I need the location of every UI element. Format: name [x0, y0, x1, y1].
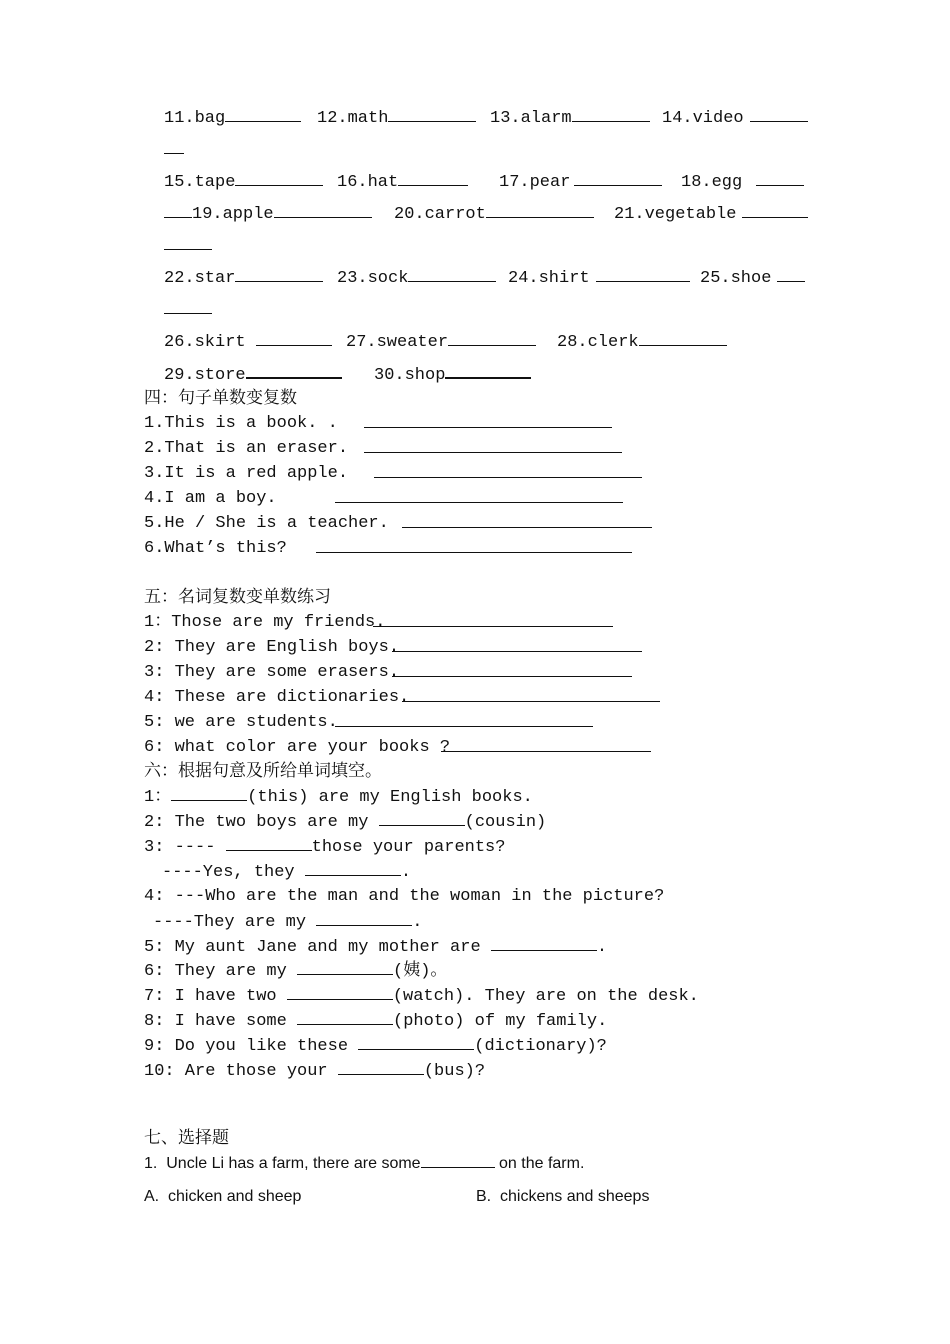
s6-item-1: 1： (this) are my English books.: [144, 788, 533, 807]
s6-item-9: 9: Do you like these (dictionary)?: [144, 1037, 607, 1056]
blank[interactable]: [164, 235, 212, 250]
blank-cont: [164, 235, 212, 258]
blank[interactable]: [235, 267, 323, 282]
s5-blank-4: [402, 687, 660, 710]
s4-item-6: 6.What’s this?: [144, 539, 287, 558]
vocab-item-pear: 17.pear: [499, 171, 662, 194]
blank[interactable]: [392, 662, 632, 677]
blank[interactable]: [379, 811, 465, 826]
blank[interactable]: [316, 538, 632, 553]
blank[interactable]: [338, 1060, 424, 1075]
blank[interactable]: [392, 637, 642, 652]
vocab-item-sweater: 27.sweater: [346, 331, 536, 354]
vocab-item-carrot: 20.carrot: [394, 203, 594, 226]
s6-item-8: 8: I have some (photo) of my family.: [144, 1012, 608, 1031]
blank[interactable]: [297, 960, 393, 975]
blank[interactable]: [235, 171, 323, 186]
vocab-item-video: 14.video: [662, 107, 808, 130]
blank[interactable]: [164, 203, 192, 218]
s4-item-3: 3.It is a red apple.: [144, 464, 349, 483]
vocab-item-alarm: 13.alarm: [490, 107, 650, 130]
blank[interactable]: [164, 139, 184, 154]
blank[interactable]: [402, 513, 652, 528]
blank[interactable]: [225, 107, 301, 122]
s4-blank-2: [364, 438, 622, 461]
s6-item-6: 6: They are my (姨)。: [144, 962, 448, 981]
s6-item-4: 4: ---Who are the man and the woman in the picture?: [144, 887, 665, 906]
blank[interactable]: [639, 331, 727, 346]
blank[interactable]: [408, 267, 496, 282]
s4-item-5: 5.He / She is a teacher.: [144, 514, 389, 533]
vocab-item-hat: 16.hat: [337, 171, 468, 194]
vocab-row-1: [164, 107, 301, 130]
s7-option-b[interactable]: B. chickens and sheeps: [476, 1188, 650, 1205]
blank[interactable]: [287, 985, 393, 1000]
s4-blank-6: [316, 538, 632, 561]
blank[interactable]: [445, 363, 531, 379]
vocab-item-vegetable: 21.vegetable: [614, 203, 808, 226]
blank[interactable]: [421, 1153, 495, 1168]
blank[interactable]: [398, 171, 468, 186]
vocab-item-store: 29.store: [164, 363, 342, 387]
s4-blank-1: [364, 413, 612, 436]
section-6-title: 六：根据句意及所给单词填空。: [144, 761, 382, 781]
s7-question-1: 1. Uncle Li has a farm, there are some on the farm.: [144, 1155, 585, 1172]
vocab-item-egg: 18.egg: [681, 171, 804, 194]
s6-item-10: 10: Are those your (bus)?: [144, 1062, 486, 1081]
blank[interactable]: [388, 107, 476, 122]
s4-item-2: 2.That is an eraser.: [144, 439, 349, 458]
blank[interactable]: [742, 203, 808, 218]
s6-item-2: 2: The two boys are my (cousin): [144, 813, 547, 832]
blank[interactable]: [297, 1010, 393, 1025]
blank[interactable]: [750, 107, 808, 122]
s5-item-2: 2: They are English boys.: [144, 638, 400, 657]
blank[interactable]: [256, 331, 332, 346]
s4-item-4: 4.I am a boy.: [144, 489, 277, 508]
blank[interactable]: [358, 1035, 474, 1050]
blank[interactable]: [374, 463, 642, 478]
s5-item-5: 5: we are students.: [144, 713, 338, 732]
section-4-title: 四：句子单数变复数: [144, 388, 297, 408]
s5-blank-3: [392, 662, 632, 685]
blank[interactable]: [572, 107, 650, 122]
vocab-item-star: 22.star: [164, 267, 323, 290]
vocab-item-math: 12.math: [317, 107, 476, 130]
blank-cont: [164, 299, 212, 322]
blank[interactable]: [574, 171, 662, 186]
section-5-title: 五：名词复数变单数练习: [144, 587, 331, 607]
blank[interactable]: [246, 363, 342, 379]
blank[interactable]: [364, 413, 612, 428]
s4-blank-3: [374, 463, 642, 486]
s5-item-6: 6: what color are your books ?: [144, 738, 451, 757]
blank[interactable]: [226, 836, 312, 851]
blank[interactable]: [448, 331, 536, 346]
blank[interactable]: [491, 936, 597, 951]
s7-option-a[interactable]: A. chicken and sheep: [144, 1188, 302, 1205]
vocab-item-tape: 15.tape: [164, 171, 323, 194]
blank[interactable]: [305, 861, 401, 876]
s5-blank-1: [373, 612, 613, 635]
section-7-title: 七、选择题: [144, 1128, 229, 1148]
s5-blank-6: [441, 737, 651, 760]
vocab-item-clerk: 28.clerk: [557, 331, 727, 354]
blank[interactable]: [756, 171, 804, 186]
vocab-item-apple: 19.apple: [164, 203, 372, 226]
s6-item-5: 5: My aunt Jane and my mother are .: [144, 938, 608, 957]
blank[interactable]: [441, 737, 651, 752]
blank[interactable]: [164, 299, 212, 314]
blank[interactable]: [486, 203, 594, 218]
blank-cont: [164, 139, 184, 162]
s6-item-3: 3: ---- those your parents?: [144, 838, 506, 857]
s6-item-3-answer: ----Yes, they .: [162, 863, 412, 882]
vocab-item-sock: 23.sock: [337, 267, 496, 290]
vocab-item: 11.bag: [164, 109, 226, 128]
s6-item-4-answer: ----They are my .: [153, 913, 423, 932]
blank[interactable]: [364, 438, 622, 453]
s5-blank-2: [392, 637, 642, 660]
s4-blank-5: [402, 513, 652, 536]
vocab-item-skirt: 26.skirt: [164, 331, 332, 354]
blank[interactable]: [373, 612, 613, 627]
blank[interactable]: [316, 911, 412, 926]
vocab-item-shop: 30.shop: [374, 363, 531, 387]
blank[interactable]: [777, 267, 805, 282]
blank[interactable]: [335, 712, 593, 727]
vocab-item-shirt: 24.shirt: [508, 267, 690, 290]
s4-blank-4: [335, 488, 623, 511]
blank[interactable]: [171, 786, 247, 801]
s6-item-7: 7: I have two (watch). They are on the desk.: [144, 987, 699, 1006]
s4-item-1: 1.This is a book. .: [144, 414, 338, 433]
s5-blank-5: [335, 712, 593, 735]
blank[interactable]: [335, 488, 623, 503]
s5-item-3: 3: They are some erasers.: [144, 663, 400, 682]
blank[interactable]: [274, 203, 372, 218]
vocab-item-shoe: 25.shoe: [700, 267, 805, 290]
s5-item-1: 1：Those are my friends.: [144, 613, 386, 632]
blank[interactable]: [596, 267, 690, 282]
blank[interactable]: [402, 687, 660, 702]
s5-item-4: 4: These are dictionaries.: [144, 688, 410, 707]
